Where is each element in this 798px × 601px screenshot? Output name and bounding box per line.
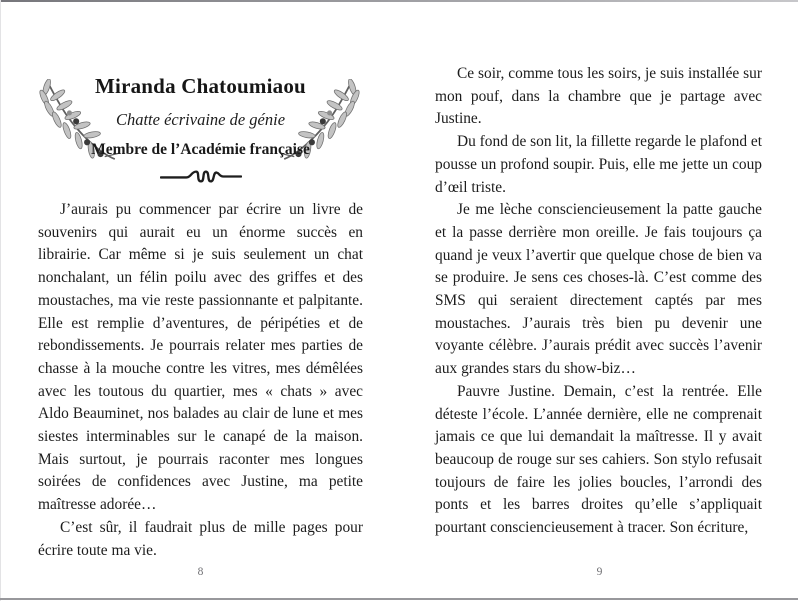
- paragraph: C’est sûr, il faudrait plus de mille pages pour écrire toute ma vie.: [38, 518, 363, 559]
- left-page-text: [38, 199, 363, 562]
- screen-left-edge-line: [0, 0, 1, 601]
- page-number-left: 8: [197, 566, 204, 578]
- scribble-divider-icon: [160, 168, 242, 185]
- author-name: Miranda Chatoumiaou: [95, 74, 306, 98]
- paragraph: J’aurais pu commencer par écrire un livre de souvenirs qui aurait eu un énorme succès en librairie. Car même si je suis seulement un chat nonchalant, un félin poilu avec des griffes et des moustaches, ma vie reste passionnante et palpitante. Elle est remplie d’aventures, de péripéties et de rebondissements. Je pourrais relater mes parties de chasse à la mouche contre les vitres, mes démêlées avec les toutous du quartier, mes « chats » avec Aldo Beauminet, nos balades au clair de lune et mes siestes interminables sur le canapé de la maison. Mais surtout, je pourrais raconter mes longues soirées de confidences avec Justine, ma petite maîtresse adorée…: [38, 201, 363, 514]
- author-role: Chatte écrivaine de génie: [115, 110, 286, 129]
- paragraph: Pauvre Justine. Demain, c’est la rentrée. Elle déteste l’école. L’année dernière, elle ne comprenait jamais ce que lui demandait la maîtresse. Il y avait beaucoup de rouge sur ses cahiers. Son stylo refusait toujours de faire les jolies boucles, l’arrondi des ponts et les barres droites qu’elle s’appliquait pourtant consciencieusement à tracer. Son écriture,: [435, 382, 762, 537]
- author-membership: Membre de l’Académie française: [91, 141, 310, 158]
- section-divider: [38, 168, 363, 190]
- screen-top-edge-line: [0, 0, 798, 2]
- screen-bottom-edge-line: [0, 598, 798, 600]
- paragraph: Je me lèche consciencieusement la patte gauche et la passe derrière mon oreille. Je fais toujours ça quand je veux l’avertir que quelque chose de bien va se produire. Je sens ces choses-là. C’est comme des SMS qui seraient directement captés par mes moustaches. J’aurais très bien pu devenir une voyante célèbre. J’aurais prédit avec succès l’avenir aux grandes stars du show-biz…: [435, 201, 762, 378]
- page-number-right: 9: [596, 566, 603, 578]
- paragraph: Ce soir, comme tous les soirs, je suis installée sur mon pouf, dans la chambre que je partage avec Justine.: [435, 65, 762, 128]
- paragraph: Du fond de son lit, la fillette regarde le plafond et pousse un profond soupir. Puis, elle me jette un coup d’œil triste.: [435, 133, 762, 196]
- chapter-header: [38, 74, 363, 159]
- right-page-text: [435, 63, 762, 540]
